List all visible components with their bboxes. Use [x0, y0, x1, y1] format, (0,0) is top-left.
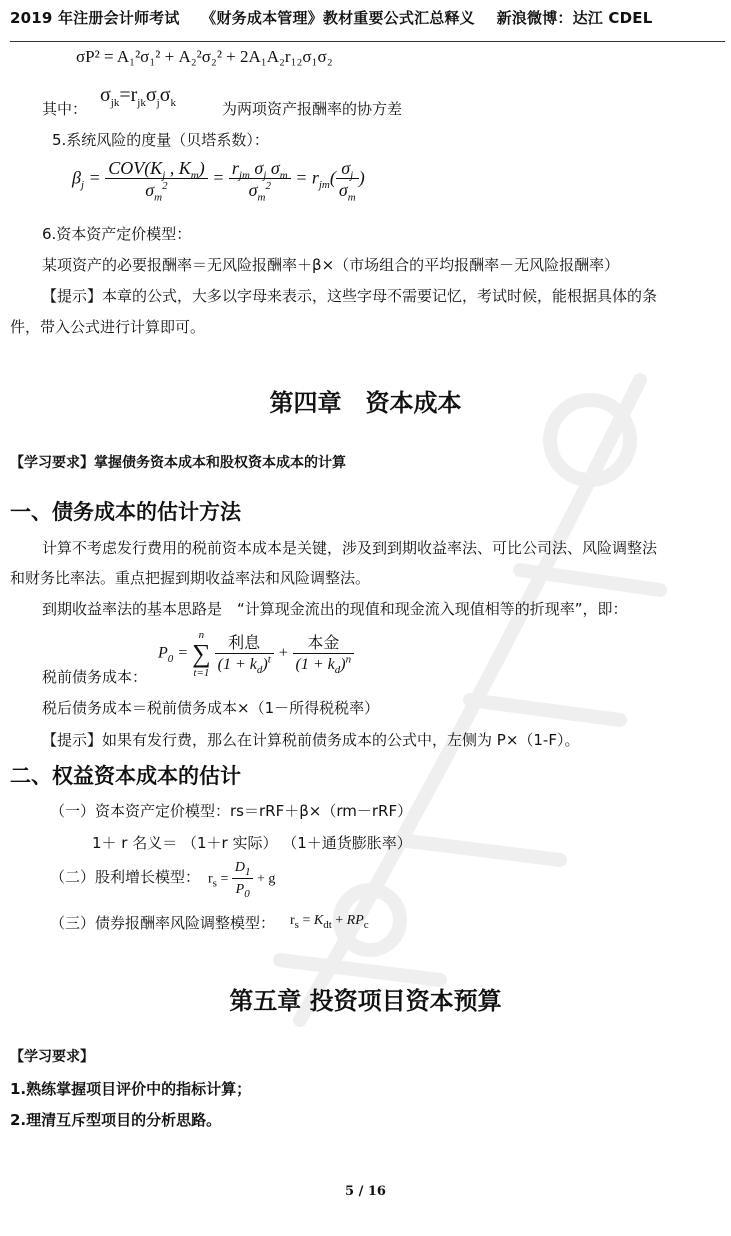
covariance-line	[42, 98, 87, 120]
beta-heading: 5.系统风险的度量（贝塔系数）：	[52, 131, 269, 149]
aftertax-debt: 税后债务成本＝税前债务成本×（1－所得税税率）	[42, 699, 380, 717]
pretax-label: 税前债务成本：	[42, 668, 148, 686]
section-equity-cost: 二、权益资本成本的估计	[10, 764, 241, 788]
debt-para2: 到期收益率法的基本思路是 “计算现金流出的现值和现金流入现值相等的折现率”，即：	[42, 600, 628, 618]
tip-line2: 件，带入公式进行计算即可。	[10, 318, 206, 336]
header-weibo: 新浪微博：达江 CDEL	[496, 9, 653, 27]
pretax-debt-formula: $P_0$ = n ∑ t=1 $\frac{\text{利息}}{(1 + k_d)^t}$ + $\frac{\text{本金}}{(1 + k_d)^n}$	[158, 628, 354, 680]
equity-item3-label: （三）债券报酬率风险调整模型：	[50, 914, 276, 932]
debt-para1-line1: 计算不考虑发行费用的税前资本成本是关键，涉及到到期收益率法、可比公司法、风险调整法	[42, 539, 658, 557]
frac-principal: 本金	[293, 633, 355, 654]
issue-cost-tip: 【提示】如果有发行费，那么在计算税前债务成本的公式中，左侧为 P×（1-F）。	[42, 731, 580, 749]
chapter4-requirement: 【学习要求】掌握债务资本成本和股权资本成本的计算	[10, 455, 346, 471]
capm-text: 某项资产的必要报酬率＝无风险报酬率＋β×（市场组合的平均报酬率－无风险报酬率）	[42, 256, 620, 274]
header-divider	[10, 41, 725, 42]
page-number: 5 / 16	[345, 1184, 386, 1199]
portfolio-variance-formula	[76, 47, 333, 67]
chapter5-requirement: 【学习要求】	[10, 1049, 94, 1065]
chapter4-title: 第四章 资本成本	[269, 389, 462, 417]
bond-yield-formula: $r_s = K_{dt} + RP_c$	[290, 913, 369, 931]
covariance-formula: $\sigma_{jk}=r_{jk}\sigma_j\sigma_k$	[100, 84, 176, 109]
portfolio-variance-text: σP² = A₁²σ₁² + A₂²σ₂² + 2A₁A₂r₁₂σ₁σ₂	[76, 47, 333, 66]
dividend-growth-formula: $r_s$ = $\frac{D_1}{P_0}$ + g	[208, 860, 276, 900]
chapter5-req2: 2.理清互斥型项目的分析思路。	[10, 1111, 222, 1129]
equity-item1b: 1＋ r 名义＝ （1＋r 实际） （1＋通货膨胀率）	[92, 834, 412, 852]
debt-para1-line2: 和财务比率法。重点把握到期收益率法和风险调整法。	[10, 569, 371, 587]
equity-item2-label: （二）股利增长模型：	[50, 868, 201, 886]
section-debt-cost: 一、债务成本的估计方法	[10, 500, 241, 524]
page-header	[10, 7, 652, 28]
where-label: 其中：	[42, 100, 88, 118]
header-exam: 2019 年注册会计师考试	[10, 9, 180, 27]
equity-item1: （一）资本资产定价模型：rs＝rRF＋β×（rm－rRF）	[50, 802, 413, 820]
frac-interest: 利息	[215, 633, 274, 654]
covariance-note: 为两项资产报酬率的协方差	[222, 100, 403, 118]
capm-heading: 6.资本资产定价模型：	[42, 225, 192, 243]
tip-line1: 【提示】本章的公式，大多以字母来表示，这些字母不需要记忆，考试时候，能根据具体的条	[42, 287, 658, 305]
beta-formula: $\beta_j$ = $\frac{COV(K_j , K_m)}{\sigma_m^2}$ = $\frac{r_{jm} \sigma_j \sigma_m}{\sigma_m^2}$ = $r_{jm}$( $\frac{\sigma_j}{\sigma_m}$ )	[72, 158, 365, 204]
chapter5-req1: 1.熟练掌握项目评价中的指标计算；	[10, 1080, 252, 1098]
header-book: 《财务成本管理》教材重要公式汇总释义	[201, 9, 475, 27]
chapter5-title: 第五章 投资项目资本预算	[229, 987, 502, 1015]
